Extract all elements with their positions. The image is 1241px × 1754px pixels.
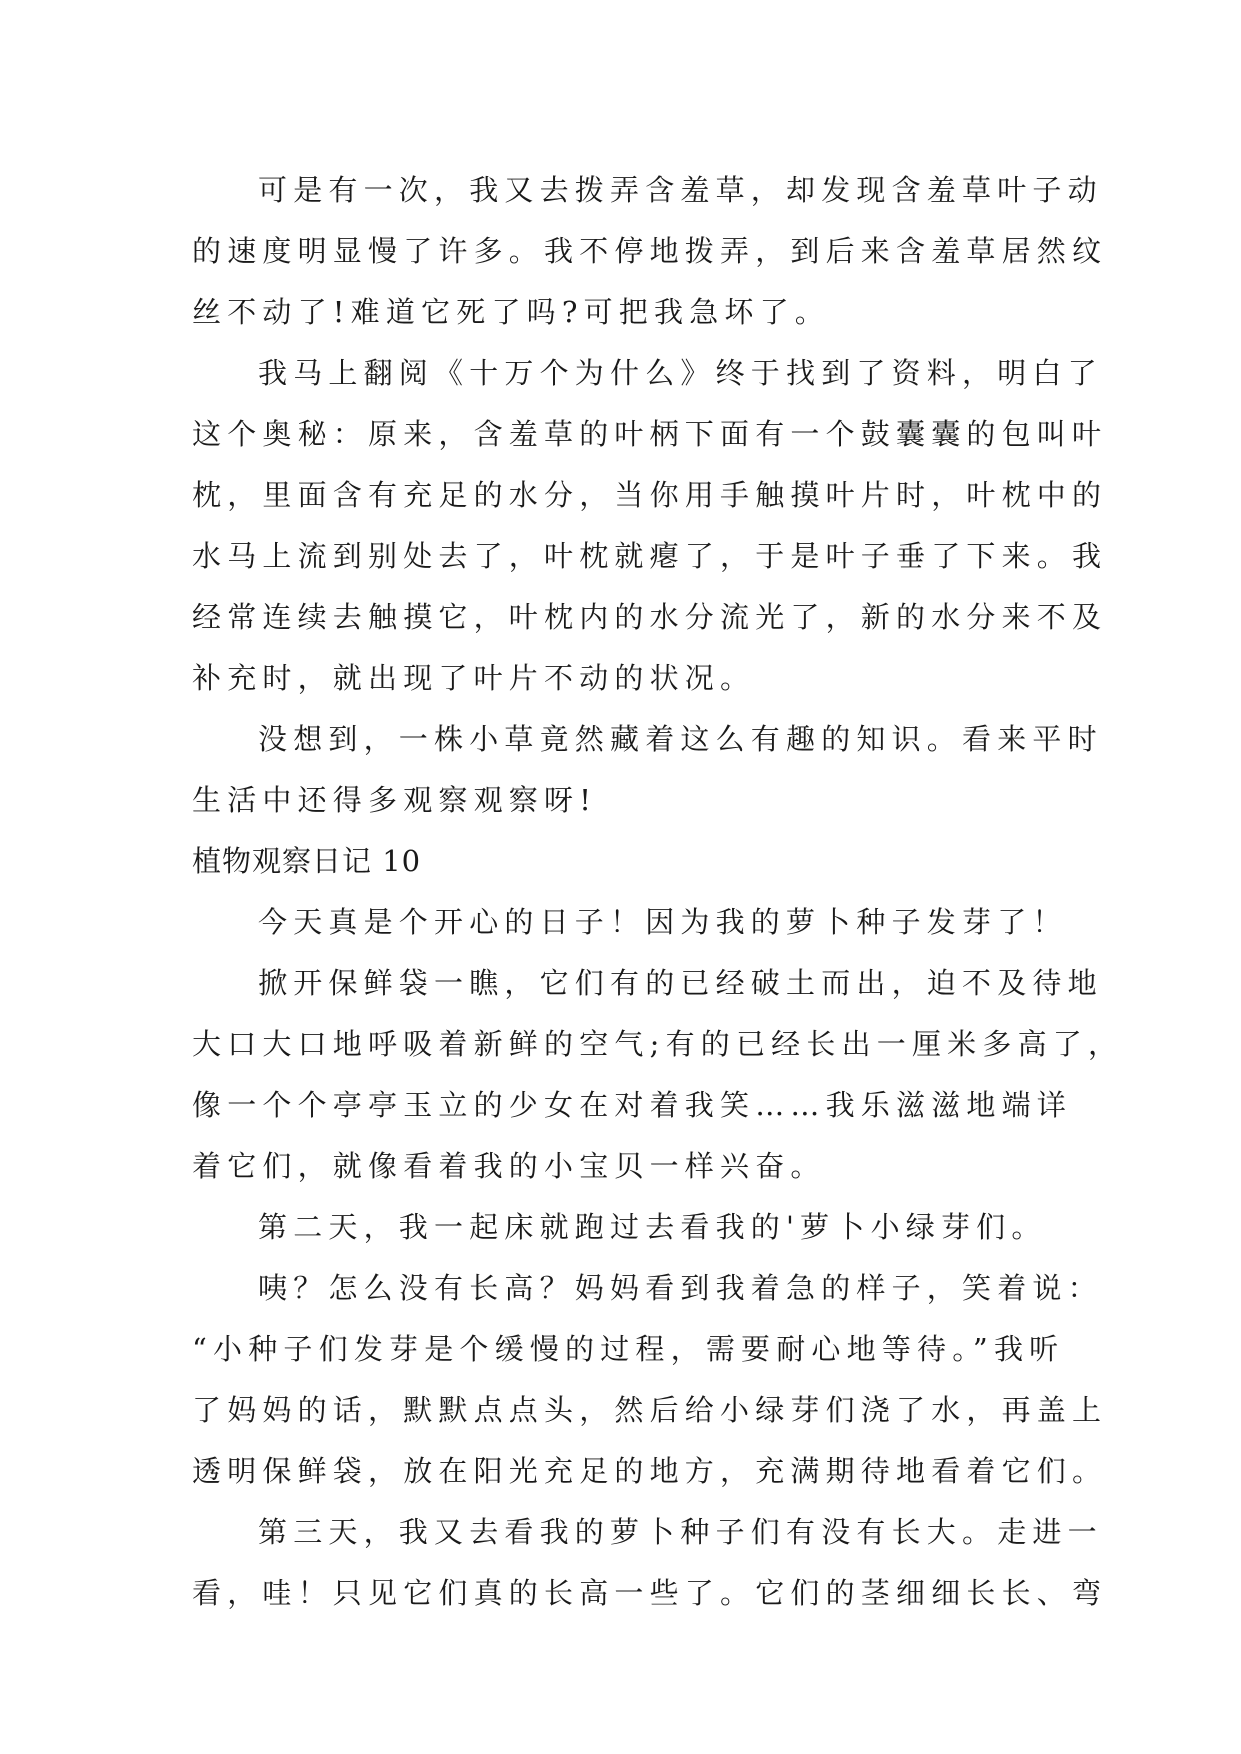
text-line: 生活中还得多观察观察呀! [192,783,598,817]
text-line: 第二天，我一起床就跑过去看我的'萝卜小绿芽们。 [258,1210,1047,1244]
text-line: 像一个个亭亭玉立的少女在对着我笑……我乐滋滋地端详 [192,1088,1073,1122]
paragraph [192,1197,1072,1258]
text-line: 我马上翻阅《十万个为什么》终于找到了资料，明白了 [258,356,1103,390]
text-line: 可是有一次，我又去拨弄含羞草，却发现含羞草叶子动 [258,173,1103,207]
text-line: 水马上流到别处去了，叶枕就瘪了，于是叶子垂了下来。我 [192,539,1108,573]
text-line: 今天真是个开心的日子！因为我的萝卜种子发芽了！ [258,905,1068,939]
paragraph [192,160,1108,343]
text-line: “小种子们发芽是个缓慢的过程，需要耐心地等待。”我听 [192,1332,1065,1366]
text-line: 丝不动了!难道它死了吗?可把我急坏了。 [192,295,831,329]
paragraph [192,709,1103,831]
text-line: 大口大口地呼吸着新鲜的空气;有的已经长出一厘米多高了， [192,1027,1124,1061]
text-line: 咦？怎么没有长高？妈妈看到我着急的样子，笑着说： [258,1271,1103,1305]
text-line: 这个奥秘：原来，含羞草的叶柄下面有一个鼓囊囊的包叫叶 [192,417,1108,451]
text-line: 没想到，一株小草竟然藏着这么有趣的知识。看来平时 [258,722,1103,756]
text-line: 经常连续去触摸它，叶枕内的水分流光了，新的水分来不及 [192,600,1108,634]
text-line: 补充时，就出现了叶片不动的状况。 [192,661,756,695]
text-line: 枕，里面含有充足的水分，当你用手触摸叶片时，叶枕中的 [192,478,1108,512]
text-line: 第三天，我又去看我的萝卜种子们有没有长大。走进一 [258,1515,1103,1549]
paragraph [192,343,1108,709]
text-line: 掀开保鲜袋一瞧，它们有的已经破土而出，迫不及待地 [258,966,1103,1000]
paragraph [192,1258,1108,1502]
text-line: 的速度明显慢了许多。我不停地拨弄，到后来含羞草居然纹 [192,234,1108,268]
text-line: 看，哇！只见它们真的长高一些了。它们的茎细细长长、弯 [192,1576,1108,1610]
text-line: 了妈妈的话，默默点点头，然后给小绿芽们浇了水，再盖上 [192,1393,1108,1427]
text-line: 透明保鲜袋，放在阳光充足的地方，充满期待地看着它们。 [192,1454,1108,1488]
paragraph [192,892,1072,953]
section-heading: 植物观察日记 10 [192,844,422,878]
paragraph [192,953,1124,1197]
document-body [192,160,1124,1624]
paragraph [192,1502,1108,1624]
text-line: 着它们，就像看着我的小宝贝一样兴奋。 [192,1149,826,1183]
